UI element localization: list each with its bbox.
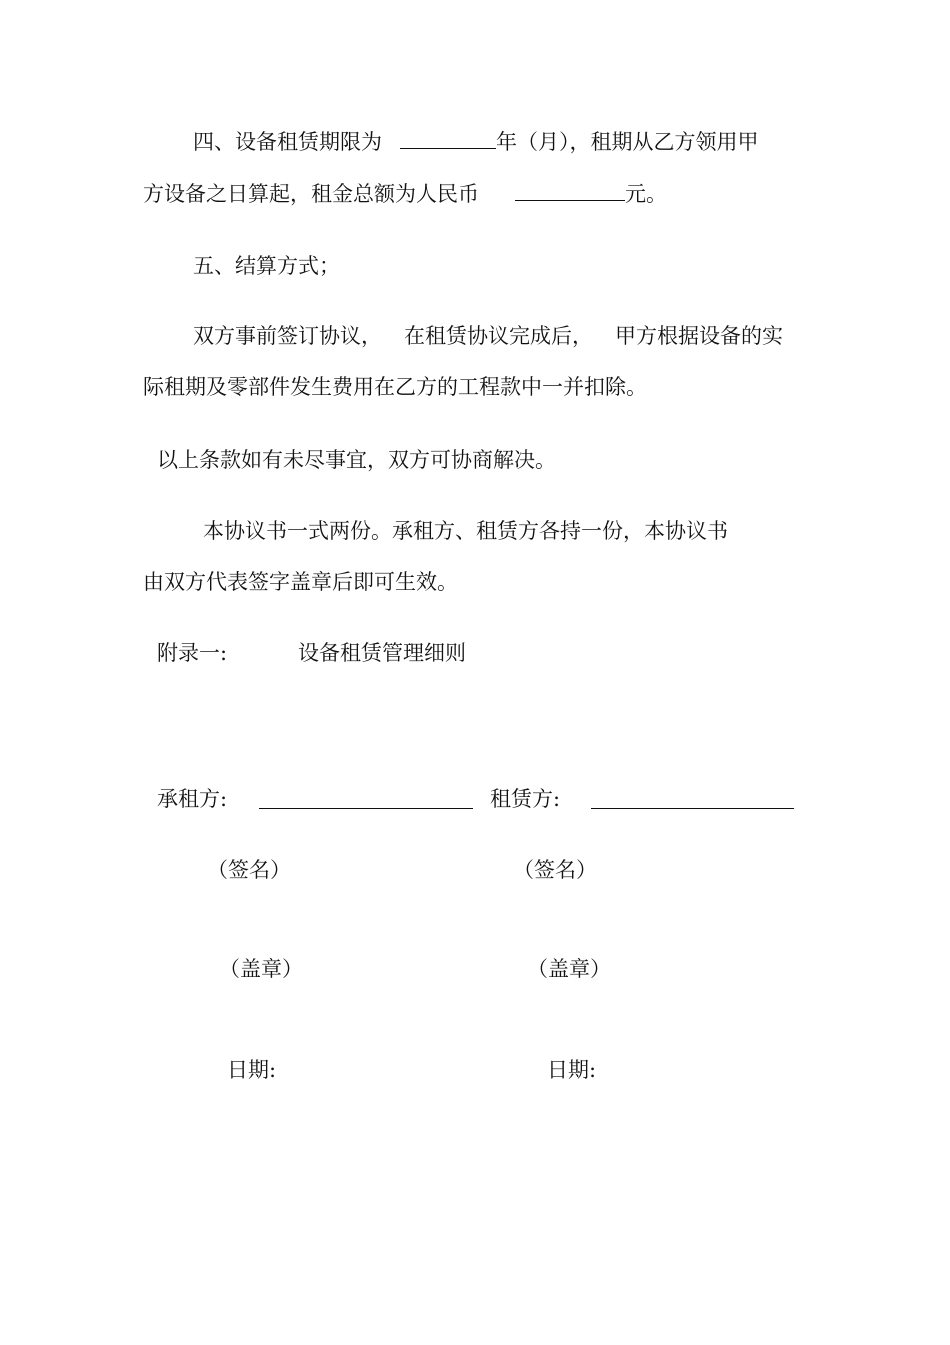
lessee-sign-label: （签名）	[207, 858, 291, 882]
clause5-text-b: 在租赁协议完成后，	[404, 324, 593, 348]
clause4-text-d: 元。	[625, 182, 667, 206]
copies-line1: 本协议书一式两份。承租方、租赁方各持一份，本协议书	[203, 519, 728, 543]
clause4-line1	[193, 128, 759, 156]
lessor-sign-label: （签名）	[513, 858, 597, 882]
lessor-label: 租赁方:	[490, 787, 561, 811]
clause4-text-a: 四、设备租赁期限为	[193, 130, 382, 154]
appendix-title: 设备租赁管理细则	[298, 641, 466, 665]
clause5-text-c: 甲方根据设备的实	[615, 324, 783, 348]
lessee-date-label: 日期:	[227, 1058, 277, 1082]
total-rent-blank[interactable]	[515, 180, 625, 201]
clause5-line1	[193, 322, 783, 350]
clause4-text-b: 年（月），租期从乙方领用甲	[496, 130, 759, 154]
clause4-text-c: 方设备之日算起，租金总额为人民币	[143, 182, 479, 206]
lessee-label: 承租方:	[157, 787, 228, 811]
lessor-date-label: 日期:	[547, 1058, 597, 1082]
clause5-heading: 五、结算方式；	[193, 254, 340, 278]
appendix-label: 附录一:	[157, 641, 228, 665]
copies-line2: 由双方代表签字盖章后即可生效。	[143, 570, 458, 594]
clause5-line2: 际租期及零部件发生费用在乙方的工程款中一并扣除。	[143, 375, 647, 399]
clause4-line2	[143, 180, 667, 208]
lessor-signature-line[interactable]	[591, 808, 794, 809]
negotiation-clause: 以上条款如有未尽事宜，双方可协商解决。	[157, 448, 556, 472]
clause5-text-a: 双方事前签订协议，	[193, 324, 382, 348]
lease-term-blank[interactable]	[400, 128, 496, 149]
lessor-seal-label: （盖章）	[527, 957, 611, 981]
lessee-seal-label: （盖章）	[219, 957, 303, 981]
lessee-signature-line[interactable]	[259, 808, 473, 809]
